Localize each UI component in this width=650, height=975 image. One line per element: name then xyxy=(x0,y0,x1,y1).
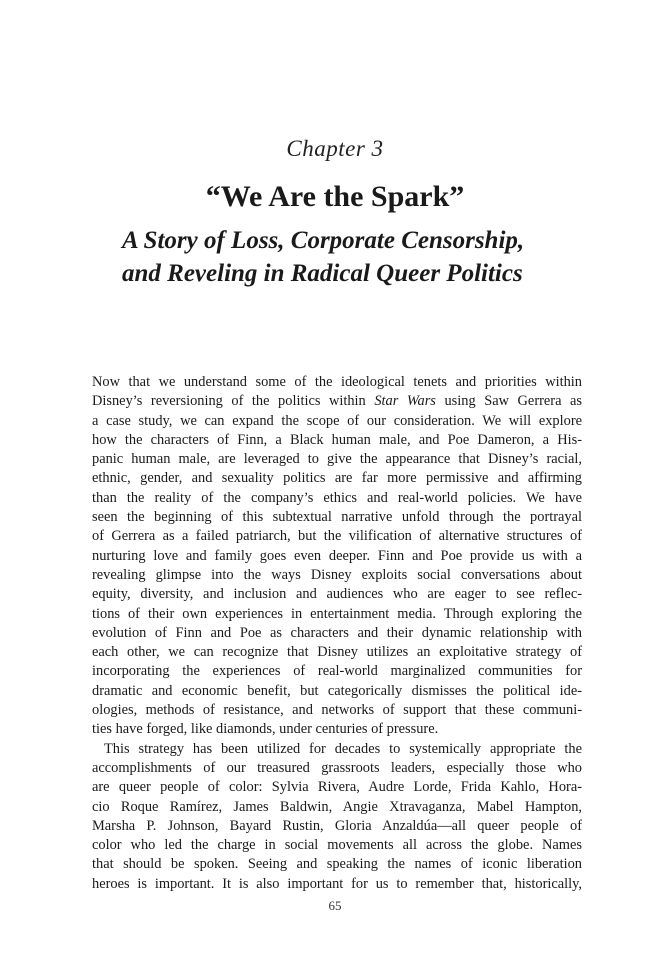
text-line: evolution of Finn and Poe as characters and their dynamic relationship with xyxy=(92,624,582,641)
text-line: Disney’s reversioning of the politics within Star Wars using Saw Gerrera as xyxy=(92,393,582,410)
text-line: cio Roque Ramírez, James Baldwin, Angie Xtravaganza, Mabel Hampton, xyxy=(92,798,582,815)
chapter-number: Chapter 3 xyxy=(286,136,384,161)
body-text xyxy=(92,373,582,894)
chapter-subtitle xyxy=(122,224,622,290)
text-line: heroes is important. It is also important for us to remember that, historically, xyxy=(92,875,582,892)
text-line: revealing glimpse into the ways Disney exploits social conversations about xyxy=(92,566,582,583)
text-line: tions of their own experiences in entertainment media. Through exploring the xyxy=(92,605,582,622)
text-line: panic human male, are leveraged to give the appearance that Disney’s racial, xyxy=(92,451,582,468)
text-line: a case study, we can expand the scope of our consideration. We will explore xyxy=(92,412,582,429)
page-number: 65 xyxy=(328,898,342,913)
text-line: This strategy has been utilized for decades to systemically appropriate the xyxy=(104,740,582,757)
text-line: each other, we can recognize that Disney utilizes an exploitative strategy of xyxy=(92,644,582,661)
text-line: ties have forged, like diamonds, under centuries of pressure. xyxy=(92,721,439,738)
chapter-title: “We Are the Spark” xyxy=(205,180,465,213)
subtitle-line: A Story of Loss, Corporate Censorship, xyxy=(122,227,525,254)
text-line: accomplishments of our treasured grassroots leaders, especially those who xyxy=(92,759,582,776)
text-line: ethnic, gender, and sexuality politics are far more permissive and affirming xyxy=(92,470,582,487)
text-line: Now that we understand some of the ideological tenets and priorities within xyxy=(92,374,582,390)
text-line: are queer people of color: Sylvia Rivera, Audre Lorde, Frida Kahlo, Hora- xyxy=(92,779,582,796)
text-line: ologies, methods of resistance, and networks of support that these communi- xyxy=(92,702,582,719)
text-line: dramatic and economic benefit, but categorically dismisses the political ide- xyxy=(92,682,582,699)
paragraph-1 xyxy=(92,373,582,740)
book-title-emphasis: Star Wars xyxy=(374,393,436,410)
subtitle-line: and Reveling in Radical Queer Politics xyxy=(122,260,523,287)
text-line: nurturing love and family goes even deeper. Finn and Poe provide us with a xyxy=(92,547,582,564)
text-line: seen the beginning of this subtextual narrative unfold through the portrayal xyxy=(92,509,582,526)
paragraph-2 xyxy=(92,740,582,894)
text-line: equity, diversity, and inclusion and audiences who are eager to see reflec- xyxy=(92,586,582,603)
text-line: of Gerrera as a failed patriarch, but the vilification of alternative structures of xyxy=(92,528,582,545)
text-line: incorporating the experiences of real-world marginalized communities for xyxy=(92,663,582,680)
text-line: color who led the charge in social movements all across the globe. Names xyxy=(92,837,582,854)
text-line: than the reality of the company’s ethics and real-world policies. We have xyxy=(92,489,582,506)
text-line: how the characters of Finn, a Black human male, and Poe Dameron, a His- xyxy=(92,431,582,448)
text-line: that should be spoken. Seeing and speaking the names of iconic liberation xyxy=(92,856,582,873)
text-line: Marsha P. Johnson, Bayard Rustin, Gloria Anzaldúa—all queer people of xyxy=(92,817,582,834)
